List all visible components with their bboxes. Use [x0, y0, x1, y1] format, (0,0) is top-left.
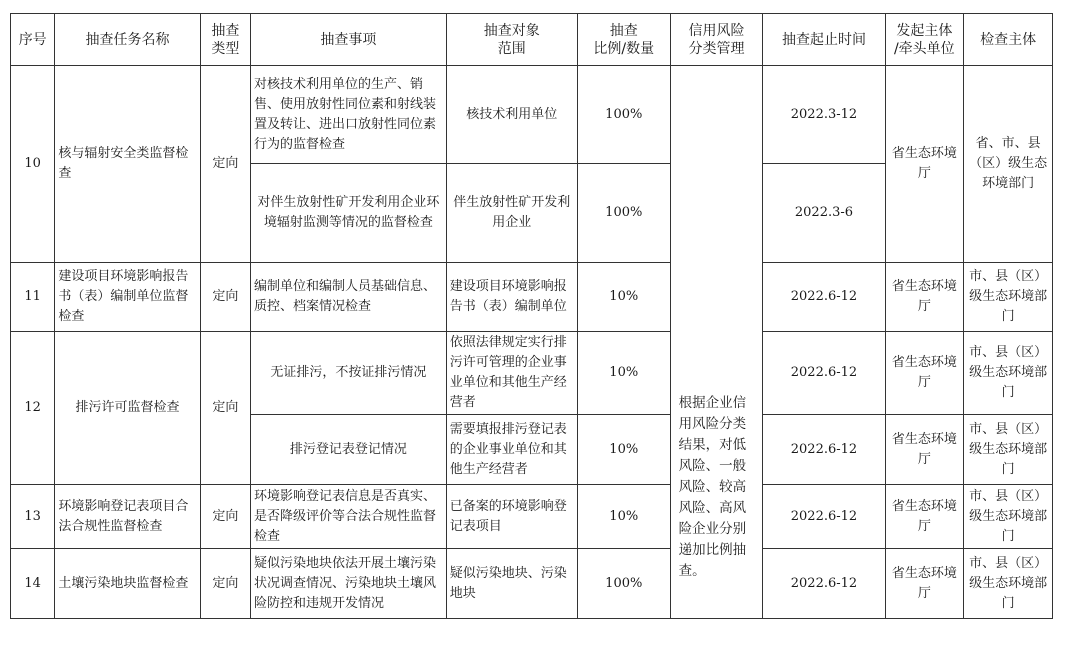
header-row — [11, 14, 1053, 66]
row-scope: 疑似污染地块、污染地块 — [446, 549, 577, 619]
table-row — [11, 332, 1053, 415]
row-ratio: 10% — [577, 485, 670, 549]
row-period: 2022.6-12 — [763, 415, 885, 485]
header-inspector: 检查主体 — [964, 14, 1053, 66]
row-seq: 10 — [11, 66, 55, 263]
row-seq: 13 — [11, 485, 55, 549]
row-item: 无证排污，不按证排污情况 — [251, 332, 447, 415]
row-check-type: 定向 — [200, 263, 250, 332]
row-seq: 11 — [11, 263, 55, 332]
row-task-name: 环境影响登记表项目合法合规性监督检查 — [55, 485, 200, 549]
row-item: 编制单位和编制人员基础信息、质控、档案情况检查 — [251, 263, 447, 332]
row-period: 2022.6-12 — [763, 549, 885, 619]
row-item: 疑似污染地块依法开展土壤污染状况调查情况、污染地块土壤风险防控和违规开发情况 — [251, 549, 447, 619]
row-ratio: 10% — [577, 415, 670, 485]
row-scope: 需要填报排污登记表的企业事业单位和其他生产经营者 — [446, 415, 577, 485]
table-row — [11, 485, 1053, 549]
header-credit: 信用风险 分类管理 — [670, 14, 763, 66]
header-initiator: 发起主体 /牵头单位 — [885, 14, 964, 66]
header-check-type: 抽查 类型 — [200, 14, 250, 66]
row-seq: 14 — [11, 549, 55, 619]
row-initiator: 省生态环境厅 — [885, 415, 964, 485]
row-inspector: 市、县（区）级生态环境部门 — [964, 332, 1053, 415]
row-check-type: 定向 — [200, 549, 250, 619]
table-row — [11, 263, 1053, 332]
row-ratio: 100% — [577, 66, 670, 164]
row-scope: 依照法律规定实行排污许可管理的企业事业单位和其他生产经营者 — [446, 332, 577, 415]
inspection-task-table — [10, 13, 1053, 619]
row-inspector: 市、县（区）级生态环境部门 — [964, 485, 1053, 549]
row-scope: 伴生放射性矿开发利用企业 — [446, 164, 577, 263]
row-task-name: 建设项目环境影响报告书（表）编制单位监督检查 — [55, 263, 200, 332]
row-seq: 12 — [11, 332, 55, 485]
header-seq: 序号 — [11, 14, 55, 66]
row-initiator: 省生态环境厅 — [885, 263, 964, 332]
row-item: 对伴生放射性矿开发利用企业环境辐射监测等情况的监督检查 — [251, 164, 447, 263]
row-initiator: 省生态环境厅 — [885, 549, 964, 619]
row-task-name: 排污许可监督检查 — [55, 332, 200, 485]
row-inspector: 市、县（区）级生态环境部门 — [964, 263, 1053, 332]
row-period: 2022.3-6 — [763, 164, 885, 263]
table-row — [11, 549, 1053, 619]
row-ratio: 10% — [577, 263, 670, 332]
row-ratio: 10% — [577, 332, 670, 415]
row-period: 2022.6-12 — [763, 332, 885, 415]
header-scope: 抽查对象 范围 — [446, 14, 577, 66]
header-period: 抽查起止时间 — [763, 14, 885, 66]
credit-risk-note — [670, 66, 763, 619]
header-items: 抽查事项 — [251, 14, 447, 66]
row-item: 环境影响登记表信息是否真实、是否降级评价等合法合规性监督检查 — [251, 485, 447, 549]
row-period: 2022.6-12 — [763, 263, 885, 332]
row-task-name: 土壤污染地块监督检查 — [55, 549, 200, 619]
row-inspector: 市、县（区）级生态环境部门 — [964, 415, 1053, 485]
row-scope: 建设项目环境影响报告书（表）编制单位 — [446, 263, 577, 332]
row-ratio: 100% — [577, 549, 670, 619]
header-task-name: 抽查任务名称 — [55, 14, 200, 66]
row-inspector: 市、县（区）级生态环境部门 — [964, 549, 1053, 619]
header-ratio: 抽查 比例/数量 — [577, 14, 670, 66]
row-check-type: 定向 — [200, 332, 250, 485]
row-initiator: 省生态环境厅 — [885, 66, 964, 263]
credit-risk-text: 根据企业信用风险分类结果，对低风险、一般风险、较高风险、高风险企业分别递加比例抽查。 — [678, 394, 747, 579]
row-check-type: 定向 — [200, 485, 250, 549]
row-item: 对核技术利用单位的生产、销售、使用放射性同位素和射线装置及转让、进出口放射性同位素行为的监督检查 — [251, 66, 447, 164]
row-check-type: 定向 — [200, 66, 250, 263]
row-task-name: 核与辐射安全类监督检查 — [55, 66, 200, 263]
row-scope: 已备案的环境影响登记表项目 — [446, 485, 577, 549]
table-row — [11, 66, 1053, 164]
row-inspector: 省、市、县（区）级生态环境部门 — [964, 66, 1053, 263]
row-initiator: 省生态环境厅 — [885, 485, 964, 549]
row-ratio: 100% — [577, 164, 670, 263]
row-period: 2022.3-12 — [763, 66, 885, 164]
row-period: 2022.6-12 — [763, 485, 885, 549]
row-item: 排污登记表登记情况 — [251, 415, 447, 485]
row-scope: 核技术利用单位 — [446, 66, 577, 164]
row-initiator: 省生态环境厅 — [885, 332, 964, 415]
